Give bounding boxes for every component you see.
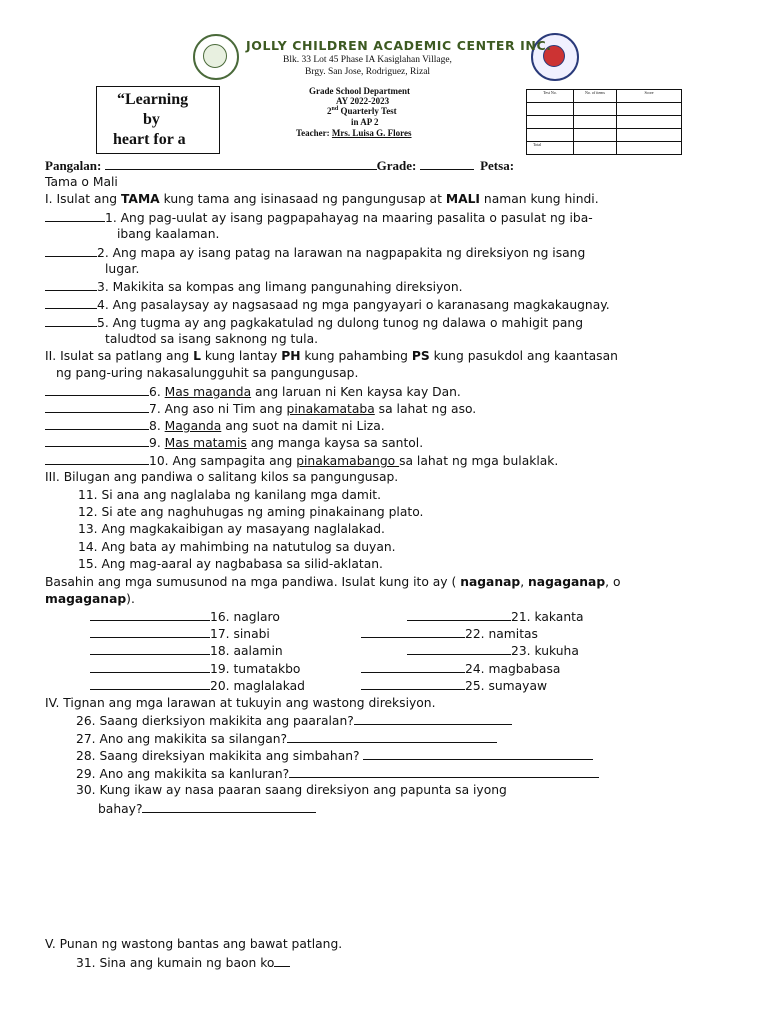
- question-30-cont: bahay?: [98, 801, 316, 816]
- school-logo: [193, 34, 239, 80]
- motto-line3: heart for a: [113, 131, 186, 148]
- student-info-line: Pangalan: Grade: Petsa:: [45, 158, 515, 173]
- part5-instructions: V. Punan ng wastong bantas ang bawat patlang.: [45, 937, 343, 951]
- question-30: 30. Kung ikaw ay nasa paaran saang direksiyon ang papunta sa iyong: [76, 783, 507, 797]
- section-tama-o-mali: Tama o Mali: [45, 175, 118, 189]
- question-29: 29. Ano ang makikita sa kanluran?: [76, 766, 599, 781]
- question-3: 3. Makikita sa kompas ang limang pangunahing direksiyon.: [45, 279, 463, 294]
- question-13: 13. Ang magkakaibigan ay masayang naglalakad.: [78, 522, 385, 536]
- question-31: 31. Sina ang kumain ng baon ko: [76, 955, 290, 970]
- question-6: 6. Mas maganda ang laruan ni Ken kaysa kay Dan.: [45, 384, 461, 399]
- school-name: JOLLY CHILDREN ACADEMIC CENTER INC.: [246, 38, 552, 53]
- question-12: 12. Si ate ang naghuhugas ng aming pinakainang plato.: [78, 505, 424, 519]
- subject: in AP 2: [351, 117, 379, 127]
- question-20: 20. maglalakad: [90, 678, 305, 693]
- question-23: 23. kukuha: [407, 643, 579, 658]
- question-2-cont: lugar.: [105, 262, 140, 276]
- question-27: 27. Ano ang makikita sa silangan?: [76, 731, 497, 746]
- school-address-line2: Brgy. San Jose, Rodriguez, Rizal: [305, 67, 431, 77]
- part4-instructions: IV. Tignan ang mga larawan at tukuyin ang wastong direksiyon.: [45, 696, 436, 710]
- question-16: 16. naglaro: [90, 609, 280, 624]
- part1-instructions: I. Isulat ang TAMA kung tama ang isinasaad ng pangungusap at MALI naman kung hindi.: [45, 192, 599, 206]
- question-1: 1. Ang pag-uulat ay isang pagpapahayag na maaring pasalita o pasulat ng iba-: [45, 210, 593, 225]
- name-blank[interactable]: [105, 158, 377, 170]
- grade-blank[interactable]: [420, 158, 474, 170]
- school-address-line1: Blk. 33 Lot 45 Phase IA Kasiglahan Village,: [283, 55, 452, 65]
- question-11: 11. Si ana ang naglalaba ng kanilang mga damit.: [78, 488, 382, 502]
- teacher: Teacher: Mrs. Luisa G. Flores: [296, 128, 412, 138]
- question-2: 2. Ang mapa ay isang patag na larawan na nagpapakita ng direksiyon ng isang: [45, 245, 585, 260]
- question-22: 22. namitas: [361, 626, 538, 641]
- question-8: 8. Maganda ang suot na damit ni Liza.: [45, 418, 385, 433]
- question-15: 15. Ang mag-aaral ay nagbabasa sa silid-aklatan.: [78, 557, 383, 571]
- department: Grade School Department: [309, 86, 410, 96]
- question-5-cont: taludtod sa isang saknong ng tula.: [105, 332, 319, 346]
- question-5: 5. Ang tugma ay ang pagkakatulad ng dulong tunog ng dalawa o mahigit pang: [45, 315, 583, 330]
- score-table: Test No. No. of items Score Total: [526, 89, 682, 155]
- question-10: 10. Ang sampagita ang pinakamabango sa lahat ng mga bulaklak.: [45, 453, 558, 468]
- question-1-cont: ibang kaalaman.: [117, 227, 220, 241]
- test-title: 2nd Quarterly Test: [327, 106, 397, 116]
- question-24: 24. magbabasa: [361, 661, 560, 676]
- academic-year: AY 2022-2023: [336, 96, 390, 106]
- motto-box: [96, 86, 220, 154]
- question-21: 21. kakanta: [407, 609, 584, 624]
- question-4: 4. Ang pasalaysay ay nagsasaad ng mga pangyayari o karanasang magkakaugnay.: [45, 297, 610, 312]
- question-25: 25. sumayaw: [361, 678, 547, 693]
- motto-line1: “Learning: [117, 91, 189, 108]
- part2-instructions-cont: ng pang-uring nakasalungguhit sa pangungusap.: [56, 366, 359, 380]
- verb-tense-instructions-cont: magaganap).: [45, 592, 135, 606]
- part2-instructions: II. Isulat sa patlang ang L kung lantay PH kung pahambing PS kung pasukdol ang kaantasan: [45, 349, 618, 363]
- motto-line2: by: [143, 111, 160, 128]
- part3-instructions: III. Bilugan ang pandiwa o salitang kilos sa pangungusap.: [45, 470, 399, 484]
- question-17: 17. sinabi: [90, 626, 270, 641]
- question-28: 28. Saang direksiyan makikita ang simbahan?: [76, 748, 593, 763]
- question-26: 26. Saang dierksiyon makikita ang paaralan?: [76, 713, 512, 728]
- question-14: 14. Ang bata ay mahimbing na natutulog sa duyan.: [78, 540, 396, 554]
- question-19: 19. tumatakbo: [90, 661, 300, 676]
- question-7: 7. Ang aso ni Tim ang pinakamataba sa lahat ng aso.: [45, 401, 476, 416]
- question-18: 18. aalamin: [90, 643, 283, 658]
- question-9: 9. Mas matamis ang manga kaysa sa santol.: [45, 435, 423, 450]
- verb-tense-instructions: Basahin ang mga sumusunod na mga pandiwa. Isulat kung ito ay ( naganap, nagaganap, o: [45, 575, 621, 589]
